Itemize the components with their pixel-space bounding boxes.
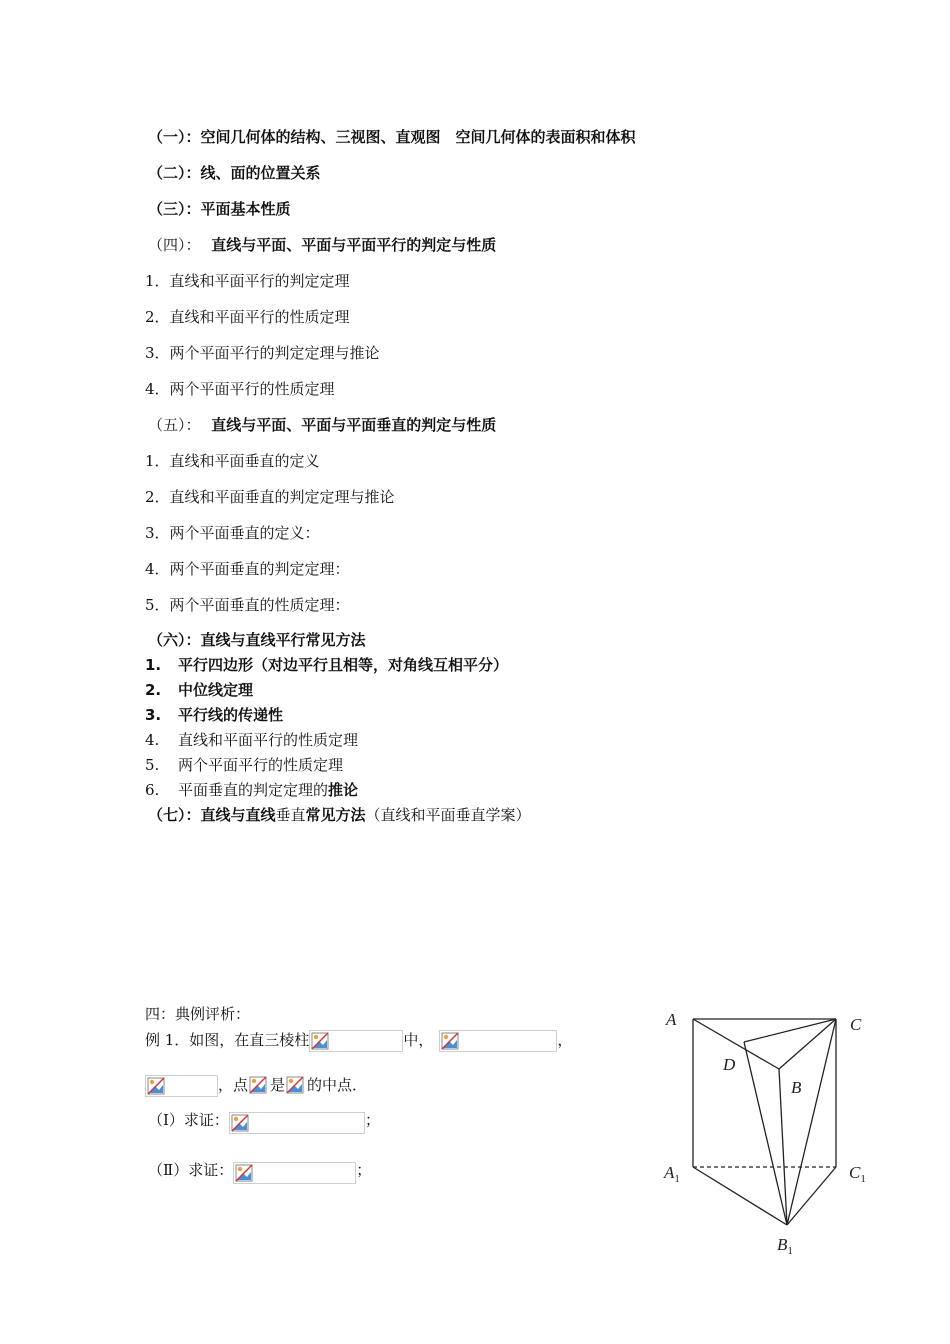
section-7-part-4: （直线和平面垂直学案） (365, 806, 531, 824)
label-A1: $A_1$ (664, 1163, 680, 1185)
item-text: 平面垂直的判定定理的 (178, 781, 329, 799)
text-semicolon: ； (364, 1111, 380, 1129)
label-D: D (723, 1055, 736, 1074)
section-7-part-2: 垂直 (275, 806, 306, 824)
section-1: （一）：空间几何体的结构、三视图、直观图 空间几何体的表面积和体积 (148, 128, 636, 146)
section-5-item-1: 1．直线和平面垂直的定义 (145, 452, 320, 470)
broken-image-formula (309, 1030, 403, 1052)
item-text: 两个平面平行的性质定理 (178, 756, 344, 774)
section-6-item-2 (145, 680, 253, 700)
section-4-item-4: 4．两个平面平行的性质定理 (145, 380, 335, 398)
example-point-line (145, 1075, 367, 1103)
broken-image-icon (441, 1032, 459, 1050)
section-5-prefix: （五）： (148, 416, 201, 434)
edge-BB1 (779, 1069, 787, 1225)
section-7-part-3: 常见方法 (305, 806, 366, 824)
broken-image-segment (285, 1075, 307, 1097)
broken-image-point (248, 1075, 270, 1097)
broken-image-icon (231, 1114, 249, 1132)
prism-figure (650, 1000, 890, 1270)
label-A: A (666, 1010, 677, 1029)
section-5-item-2: 2．直线和平面垂直的判定定理与推论 (145, 488, 395, 506)
label-C1: $C_1$ (849, 1163, 866, 1185)
edge-A1B1 (693, 1167, 787, 1225)
question-1-label: （Ⅰ）求证： (148, 1111, 229, 1129)
label-B: B (791, 1078, 802, 1097)
section-5 (148, 415, 496, 435)
item-text: 中位线定理 (178, 681, 254, 699)
question-2-label: （Ⅱ）求证： (148, 1161, 234, 1179)
item-number: 6. (145, 781, 160, 799)
section-5-item-4: 4．两个平面垂直的判定定理： (145, 560, 350, 578)
item-text-bold: 推论 (328, 781, 359, 799)
text-zhong: 中， (403, 1031, 434, 1049)
section-5-title: 直线与平面、平面与平面垂直的判定与性质 (211, 416, 497, 434)
broken-image-icon (235, 1164, 253, 1182)
item-number: 1. (145, 656, 162, 674)
item-text: 平行四边形（对边平行且相等，对角线互相平分） (178, 656, 509, 674)
section-5-item-5: 5．两个平面垂直的性质定理： (145, 596, 350, 614)
broken-image-icon (311, 1032, 329, 1050)
section-6-item-6 (145, 780, 358, 800)
section-4-item-1: 1．直线和平面平行的判定定理 (145, 272, 350, 290)
item-text: 平行线的传递性 (178, 706, 284, 724)
section-6-item-1 (145, 655, 508, 675)
section-4-item-2: 2．直线和平面平行的性质定理 (145, 308, 350, 326)
item-number: 3. (145, 706, 162, 724)
text-shi: 是 (270, 1076, 286, 1094)
question-2-line (148, 1158, 371, 1188)
segment-DB1 (744, 1042, 787, 1225)
item-number: 2. (145, 681, 162, 699)
broken-image-formula (145, 1075, 218, 1097)
example-heading: 四：典例评析： (145, 1005, 251, 1023)
item-number: 4. (145, 731, 160, 749)
edge-AB (693, 1019, 779, 1069)
section-3: （三）：平面基本性质 (148, 200, 291, 218)
text-semicolon: ； (356, 1161, 372, 1179)
question-1-line (148, 1108, 380, 1138)
item-text: 直线和平面平行的性质定理 (178, 731, 359, 749)
section-7 (148, 805, 531, 825)
section-5-item-3: 3．两个平面垂直的定义： (145, 524, 320, 542)
section-6: （六）：直线与直线平行常见方法 (148, 631, 366, 649)
text-comma: ， (557, 1031, 573, 1049)
section-4 (148, 235, 496, 255)
text-midpoint: 的中点． (307, 1076, 368, 1094)
broken-image-icon (286, 1076, 304, 1094)
item-number: 5. (145, 756, 160, 774)
section-6-item-4 (145, 730, 358, 750)
section-6-item-5 (145, 755, 343, 775)
section-4-item-3: 3．两个平面平行的判定定理与推论 (145, 344, 380, 362)
label-C: C (850, 1015, 862, 1034)
section-6-item-3 (145, 705, 283, 725)
example-intro: 例 1．如图，在直三棱柱 (145, 1031, 310, 1049)
text-dian: ，点 (218, 1076, 249, 1094)
section-2: （二）：线、面的位置关系 (148, 164, 321, 182)
segment-CB1 (787, 1019, 836, 1225)
broken-image-formula (439, 1030, 557, 1052)
broken-image-formula (229, 1112, 365, 1134)
section-7-part-1: （七）：直线与直线 (148, 806, 276, 824)
example-intro-line (145, 1030, 572, 1060)
label-B1: $B_1$ (777, 1235, 793, 1257)
section-4-title: 直线与平面、平面与平面平行的判定与性质 (211, 236, 497, 254)
broken-image-icon (147, 1077, 165, 1095)
broken-image-formula (233, 1162, 356, 1184)
broken-image-icon (249, 1076, 267, 1094)
section-4-prefix: （四）： (148, 236, 201, 254)
